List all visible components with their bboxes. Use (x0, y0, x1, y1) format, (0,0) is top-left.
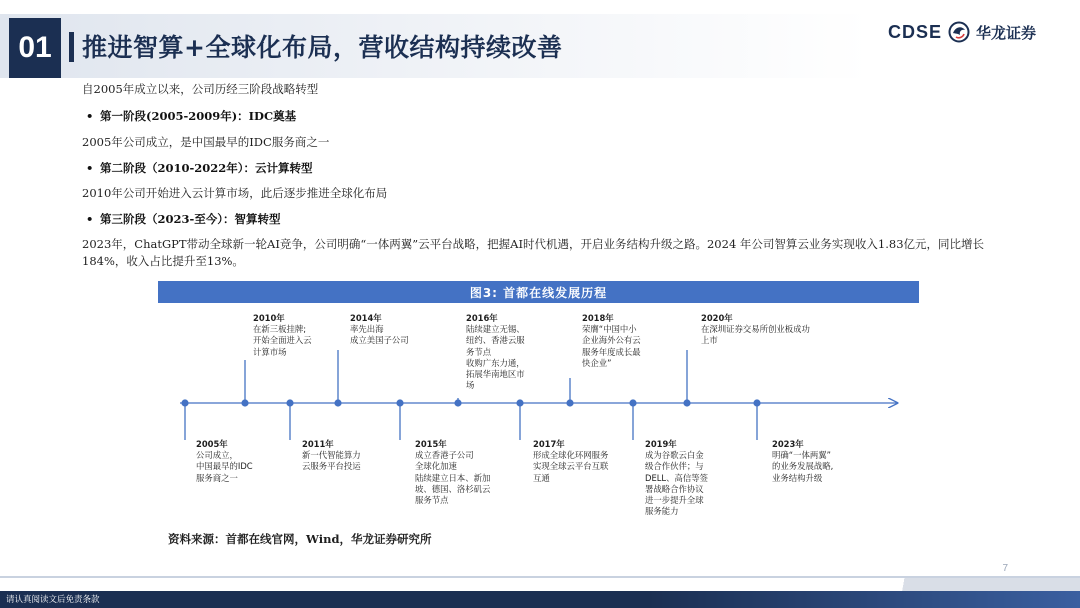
event-description: 陆续建立无锡、 纽约、香港云服 务节点 收购广东力通， 拓展华南地区市 场 (466, 324, 525, 391)
event-description: 荣膺“中国中小 企业海外公有云 服务年度成长最 快企业” (582, 324, 641, 368)
event-below-2011 (302, 439, 361, 473)
event-year: 2010年 (253, 313, 285, 323)
footer-accent-shape (860, 578, 1080, 591)
event-below-2005 (196, 439, 253, 484)
phase3-heading-text: 第三阶段（2023-至今）：智算转型 (100, 212, 281, 226)
logo-chinese-name: 华龙证券 (975, 23, 1036, 42)
section-number: 01 (9, 18, 61, 78)
footer-disclaimer: 请认真阅读文后免责条款 (6, 595, 100, 605)
event-year: 2023年 (772, 439, 804, 449)
event-below-2023 (772, 439, 833, 484)
event-below-2017 (533, 439, 608, 484)
event-below-2015 (415, 439, 490, 506)
event-description: 新一代智能算力 云服务平台投运 (302, 450, 361, 472)
event-above-2016 (466, 313, 525, 391)
event-year: 2015年 (415, 439, 447, 449)
event-below-2019 (645, 439, 708, 517)
node-2017 (516, 399, 523, 406)
node-2014 (334, 399, 341, 406)
event-description: 成立香港子公司 全球化加速 陆续建立日本、新加 坡、德国、洛杉矶云 服务节点 (415, 450, 491, 506)
event-year: 2017年 (533, 439, 565, 449)
page-number: 7 (1002, 563, 1008, 574)
figure-title: 图3: 首都在线发展历程 (158, 281, 919, 303)
event-year: 2020年 (701, 313, 733, 323)
timeline-ticks-below (185, 403, 757, 440)
footer-band (0, 591, 1080, 608)
bullet-marker: • (86, 212, 94, 226)
event-description: 成为谷歌云白金 级合作伙伴；与 DELL、高信等签 署战略合作协议 进一步提升全球 服务能力 (645, 450, 708, 517)
node-2005 (181, 399, 188, 406)
event-description: 在新三板挂牌; 开始全面进入云 计算市场 (253, 324, 312, 357)
node-2023 (753, 399, 760, 406)
event-above-2018 (582, 313, 641, 369)
event-description: 在深圳证券交易所创业板成功 上市 (701, 324, 810, 346)
event-above-2020 (701, 313, 810, 347)
event-year: 2011年 (302, 439, 334, 449)
node-2011 (286, 399, 293, 406)
node-2020 (683, 399, 690, 406)
page-title: 推进智算+全球化布局，营收结构持续改善 (82, 33, 563, 62)
event-description: 公司成立， 中国最早的IDC 服务商之一 (196, 450, 253, 483)
bullet-marker: • (86, 161, 94, 175)
phase1-heading-text: 第一阶段(2005-2009年)：IDC奠基 (100, 109, 297, 123)
event-above-2014 (350, 313, 409, 347)
node-2018 (566, 399, 573, 406)
event-year: 2019年 (645, 439, 677, 449)
event-year: 2005年 (196, 439, 228, 449)
bullet-marker: • (86, 109, 94, 123)
node-2010 (241, 399, 248, 406)
node-2015 (396, 399, 403, 406)
phase2-text: 2010年公司开始进入云计算市场，此后逐步推进全球化布局 (82, 186, 388, 200)
event-description: 形成全球化环网服务 实现全球云平台互联 互通 (533, 450, 609, 483)
event-above-2010 (253, 313, 312, 358)
figure-source: 资料来源：首都在线官网，Wind，华龙证券研究所 (168, 532, 432, 546)
phase2-heading-text: 第二阶段（2010-2022年）：云计算转型 (100, 161, 313, 175)
logo-text: CDSE (887, 21, 942, 42)
event-description: 率先出海 成立美国子公司 (350, 324, 409, 346)
event-year: 2018年 (582, 313, 614, 323)
event-description: 明确“一体两翼” 的业务发展战略, 业务结构升级 (772, 450, 834, 483)
event-year: 2014年 (350, 313, 382, 323)
event-year: 2016年 (466, 313, 498, 323)
node-2019 (629, 399, 636, 406)
phase3-paragraph: 2023年，ChatGPT带动全球新一轮AI竞争，公司明确“一体两翼”云平台战略，把握AI时代机遇，开启业务结构升级之路。2024 年公司智算云业务实现收入1.83亿元，同比增长184%，收入占比提升至13%。 (82, 237, 985, 268)
intro-text: 自2005年成立以来，公司历经三阶段战略转型 (82, 82, 319, 96)
node-2016 (454, 399, 461, 406)
phase1-text: 2005年公司成立，是中国最早的IDC服务商之一 (82, 135, 330, 149)
